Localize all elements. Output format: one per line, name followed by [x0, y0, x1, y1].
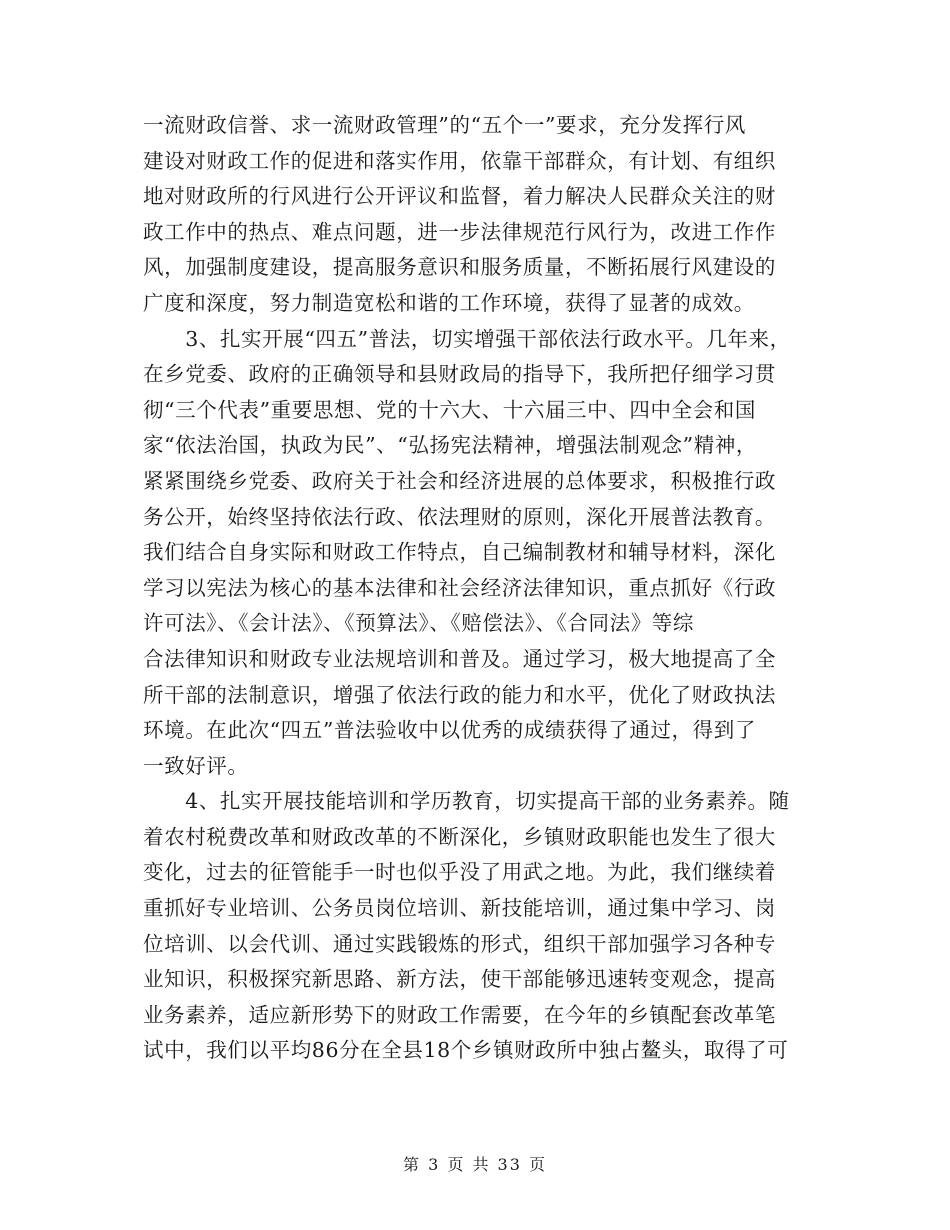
- text-line: 政工作中的热点、难点问题，进一步法律规范行风行为，改进工作作: [143, 219, 776, 244]
- text-line: 在乡党委、政府的正确领导和县财政局的指导下，我所把仔细学习贯: [143, 362, 776, 387]
- document-body: [143, 108, 813, 1069]
- text-line: 务公开，始终坚持依法行政、依法理财的原则，深化开展普法教育。: [143, 504, 776, 529]
- text-line: 位培训、以会代训、通过实践锻炼的形式，组织干部加强学习各种专: [143, 931, 776, 956]
- text-line: 建设对财政工作的促进和落实作用，依靠干部群众，有计划、有组织: [143, 148, 776, 173]
- text-line: 合法律知识和财政专业法规培训和普及。通过学习，极大地提高了全: [143, 646, 776, 671]
- text-line: 一致好评。: [143, 753, 249, 778]
- text-line: 地对财政所的行风进行公开评议和监督，着力解决人民群众关注的财: [143, 184, 776, 209]
- text-line: 试中，我们以平均86分在全县18个乡镇财政所中独占鳌头，取得了可: [143, 1038, 789, 1063]
- text-line: 重抓好专业培训、公务员岗位培训、新技能培训，通过集中学习、岗: [143, 896, 776, 921]
- text-line: 彻“三个代表”重要思想、党的十六大、十六届三中、四中全会和国: [143, 397, 756, 422]
- page-number-footer: 第 3 页 共 33 页: [403, 1155, 547, 1174]
- text-line: 4、扎实开展技能培训和学历教育，切实提高干部的业务素养。随: [143, 789, 790, 814]
- text-line: 风，加强制度建设，提高服务意识和服务质量，不断拓展行风建设的: [143, 255, 776, 280]
- text-line: 环境。在此次“四五”普法验收中以优秀的成绩获得了通过，得到了: [143, 718, 756, 743]
- text-line: 许可法》、《会计法》、《预算法》、《赔偿法》、《合同法》等综: [143, 611, 694, 636]
- text-line: 广度和深度，努力制造宽松和谐的工作环境，获得了显著的成效。: [143, 290, 755, 315]
- text-line: 我们结合自身实际和财政工作特点，自己编制教材和辅导材料，深化: [143, 540, 776, 565]
- text-line: 学习以宪法为核心的基本法律和社会经济法律知识，重点抓好《行政: [143, 575, 776, 600]
- text-line: 3、扎实开展“四五”普法，切实增强干部依法行政水平。几年来，: [143, 326, 791, 351]
- text-line: 业务素养，适应新形势下的财政工作需要，在今年的乡镇配套改革笔: [143, 1002, 776, 1027]
- text-line: 业知识，积极探究新思路、新方法，使干部能够迅速转变观念，提高: [143, 967, 776, 992]
- text-line: 所干部的法制意识，增强了依法行政的能力和水平，优化了财政执法: [143, 682, 776, 707]
- text-line: 着农村税费改革和财政改革的不断深化，乡镇财政职能也发生了很大: [143, 824, 776, 849]
- text-line: 紧紧围绕乡党委、政府关于社会和经济进展的总体要求，积极推行政: [143, 468, 776, 493]
- text-line: 变化，过去的征管能手一时也似乎没了用武之地。为此，我们继续着: [143, 860, 776, 885]
- text-line: 家“依法治国，执政为民”、“弘扬宪法精神，增强法制观念”精神，: [143, 433, 758, 458]
- text-line: 一流财政信誉、求一流财政管理”的“五个一”要求，充分发挥行风: [143, 113, 746, 137]
